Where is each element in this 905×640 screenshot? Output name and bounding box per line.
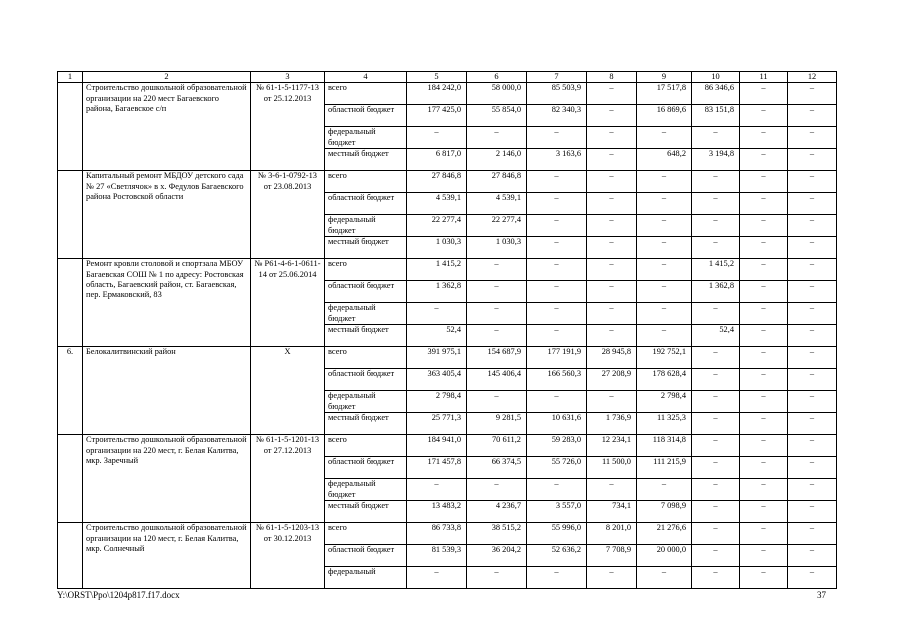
- value-cell: 21 276,6: [637, 523, 692, 545]
- value-cell: 22 277,4: [467, 215, 527, 237]
- value-cell: –: [740, 479, 788, 501]
- value-cell: –: [637, 193, 692, 215]
- value-cell: –: [692, 127, 740, 149]
- value-cell: 3 163,6: [527, 149, 587, 171]
- value-cell: –: [692, 303, 740, 325]
- value-cell: 66 374,5: [467, 457, 527, 479]
- value-cell: –: [527, 303, 587, 325]
- value-cell: –: [740, 281, 788, 303]
- value-cell: 171 457,8: [407, 457, 467, 479]
- value-cell: –: [467, 391, 527, 413]
- table-row: [58, 347, 837, 369]
- value-cell: –: [692, 391, 740, 413]
- document-number: № Р61-4-6-1-0611-14 от 25.06.2014: [251, 259, 325, 347]
- column-number-11: 11: [740, 72, 788, 83]
- value-cell: 648,2: [637, 149, 692, 171]
- value-cell: 177 425,0: [407, 105, 467, 127]
- value-cell: 52 636,2: [527, 545, 587, 567]
- value-cell: –: [692, 193, 740, 215]
- value-cell: –: [788, 369, 837, 391]
- value-cell: 82 340,3: [527, 105, 587, 127]
- document-number: № 61-1-5-1203-13 от 30.12.2013: [251, 523, 325, 589]
- value-cell: 734,1: [587, 501, 637, 523]
- value-cell: –: [740, 325, 788, 347]
- value-cell: –: [587, 391, 637, 413]
- table-row: [58, 523, 837, 545]
- value-cell: –: [587, 567, 637, 589]
- value-cell: –: [407, 479, 467, 501]
- object-name: Строительство дошкольной образовательной организации на 220 мест, г. Белая Калитва, мкр. Заречный: [83, 435, 251, 523]
- value-cell: –: [740, 347, 788, 369]
- value-cell: 27 846,8: [407, 171, 467, 193]
- value-cell: 7 098,9: [637, 501, 692, 523]
- value-cell: 11 325,3: [637, 413, 692, 435]
- funding-source: областной бюджет: [325, 457, 407, 479]
- column-number-7: 7: [527, 72, 587, 83]
- value-cell: –: [740, 567, 788, 589]
- value-cell: –: [740, 369, 788, 391]
- item-number: [58, 435, 83, 523]
- value-cell: –: [587, 127, 637, 149]
- value-cell: –: [587, 303, 637, 325]
- funding-source: областной бюджет: [325, 281, 407, 303]
- value-cell: 184 941,0: [407, 435, 467, 457]
- funding-source: всего: [325, 83, 407, 105]
- value-cell: –: [788, 545, 837, 567]
- column-number-6: 6: [467, 72, 527, 83]
- value-cell: –: [527, 479, 587, 501]
- funding-source: местный бюджет: [325, 501, 407, 523]
- value-cell: –: [467, 259, 527, 281]
- footer-file-path: Y:\ORST\Ppo\1204p817.f17.docx: [57, 590, 180, 600]
- value-cell: –: [692, 435, 740, 457]
- value-cell: –: [692, 347, 740, 369]
- budget-table: [57, 71, 837, 589]
- column-number-2: 2: [83, 72, 251, 83]
- value-cell: –: [692, 501, 740, 523]
- funding-source: всего: [325, 435, 407, 457]
- value-cell: –: [527, 127, 587, 149]
- column-number-5: 5: [407, 72, 467, 83]
- value-cell: 111 215,9: [637, 457, 692, 479]
- value-cell: –: [527, 237, 587, 259]
- value-cell: –: [740, 127, 788, 149]
- funding-source: всего: [325, 171, 407, 193]
- value-cell: –: [740, 501, 788, 523]
- value-cell: 28 945,8: [587, 347, 637, 369]
- funding-source: местный бюджет: [325, 325, 407, 347]
- value-cell: –: [637, 237, 692, 259]
- table-row: [58, 259, 837, 281]
- value-cell: 2 146,0: [467, 149, 527, 171]
- value-cell: –: [692, 237, 740, 259]
- value-cell: 13 483,2: [407, 501, 467, 523]
- value-cell: 1 030,3: [407, 237, 467, 259]
- value-cell: –: [740, 149, 788, 171]
- column-number-10: 10: [692, 72, 740, 83]
- value-cell: –: [740, 391, 788, 413]
- document-number: № 3-6-1-0792-13 от 23.08.2013: [251, 171, 325, 259]
- value-cell: 52,4: [692, 325, 740, 347]
- funding-source: федеральный бюджет: [325, 391, 407, 413]
- value-cell: –: [527, 215, 587, 237]
- funding-source: всего: [325, 523, 407, 545]
- value-cell: 1 415,2: [407, 259, 467, 281]
- value-cell: 12 234,1: [587, 435, 637, 457]
- funding-source: федеральный бюджет: [325, 303, 407, 325]
- value-cell: –: [527, 171, 587, 193]
- value-cell: 55 854,0: [467, 105, 527, 127]
- value-cell: –: [788, 457, 837, 479]
- value-cell: –: [740, 215, 788, 237]
- value-cell: –: [692, 171, 740, 193]
- funding-source: местный бюджет: [325, 237, 407, 259]
- value-cell: –: [407, 303, 467, 325]
- value-cell: –: [788, 479, 837, 501]
- value-cell: 4 236,7: [467, 501, 527, 523]
- value-cell: 4 539,1: [407, 193, 467, 215]
- funding-source: федеральный бюджет: [325, 127, 407, 149]
- value-cell: 2 798,4: [407, 391, 467, 413]
- value-cell: 59 283,0: [527, 435, 587, 457]
- value-cell: –: [692, 545, 740, 567]
- value-cell: 55 996,0: [527, 523, 587, 545]
- value-cell: –: [587, 215, 637, 237]
- value-cell: 184 242,0: [407, 83, 467, 105]
- item-number: [58, 523, 83, 589]
- value-cell: –: [407, 567, 467, 589]
- value-cell: 192 752,1: [637, 347, 692, 369]
- object-name: Строительство дошкольной образовательной организации на 120 мест, г. Белая Калитва, мкр. Солнечный: [83, 523, 251, 589]
- value-cell: 154 687,9: [467, 347, 527, 369]
- funding-source: всего: [325, 259, 407, 281]
- footer-page-number: 37: [817, 590, 826, 600]
- value-cell: –: [692, 215, 740, 237]
- value-cell: –: [637, 127, 692, 149]
- value-cell: –: [692, 413, 740, 435]
- item-number: [58, 171, 83, 259]
- value-cell: –: [788, 281, 837, 303]
- value-cell: 86 346,6: [692, 83, 740, 105]
- value-cell: –: [637, 281, 692, 303]
- value-cell: –: [788, 413, 837, 435]
- funding-source: федеральный бюджет: [325, 215, 407, 237]
- value-cell: 16 869,6: [637, 105, 692, 127]
- value-cell: –: [740, 105, 788, 127]
- value-cell: –: [788, 237, 837, 259]
- value-cell: –: [587, 149, 637, 171]
- value-cell: 363 405,4: [407, 369, 467, 391]
- column-number-3: 3: [251, 72, 325, 83]
- value-cell: 55 726,0: [527, 457, 587, 479]
- value-cell: –: [788, 83, 837, 105]
- value-cell: –: [740, 303, 788, 325]
- value-cell: –: [740, 545, 788, 567]
- value-cell: 1 030,3: [467, 237, 527, 259]
- value-cell: –: [788, 391, 837, 413]
- value-cell: 11 500,0: [587, 457, 637, 479]
- value-cell: 36 204,2: [467, 545, 527, 567]
- value-cell: –: [637, 259, 692, 281]
- value-cell: –: [788, 259, 837, 281]
- value-cell: 10 631,6: [527, 413, 587, 435]
- value-cell: –: [407, 127, 467, 149]
- value-cell: –: [692, 479, 740, 501]
- value-cell: –: [692, 369, 740, 391]
- value-cell: 52,4: [407, 325, 467, 347]
- value-cell: –: [587, 281, 637, 303]
- object-name: Белокалитвинский район: [83, 347, 251, 435]
- value-cell: 3 557,0: [527, 501, 587, 523]
- value-cell: –: [692, 523, 740, 545]
- value-cell: 3 194,8: [692, 149, 740, 171]
- value-cell: 6 817,0: [407, 149, 467, 171]
- value-cell: 1 362,8: [692, 281, 740, 303]
- value-cell: –: [637, 567, 692, 589]
- value-cell: –: [788, 127, 837, 149]
- value-cell: –: [587, 171, 637, 193]
- funding-source: федеральный бюджет: [325, 479, 407, 501]
- value-cell: 1 736,9: [587, 413, 637, 435]
- value-cell: –: [637, 215, 692, 237]
- value-cell: –: [467, 281, 527, 303]
- value-cell: –: [467, 303, 527, 325]
- table-row: [58, 435, 837, 457]
- value-cell: 8 201,0: [587, 523, 637, 545]
- column-number-1: 1: [58, 72, 83, 83]
- funding-source: областной бюджет: [325, 193, 407, 215]
- value-cell: –: [587, 325, 637, 347]
- funding-source: местный бюджет: [325, 413, 407, 435]
- value-cell: –: [788, 567, 837, 589]
- value-cell: 166 560,3: [527, 369, 587, 391]
- value-cell: –: [467, 567, 527, 589]
- value-cell: –: [527, 391, 587, 413]
- funding-source: федеральный: [325, 567, 407, 589]
- value-cell: –: [740, 523, 788, 545]
- object-name: Строительство дошкольной образовательной организации на 220 мест Багаевского района, Багаевское с/п: [83, 83, 251, 171]
- value-cell: 7 708,9: [587, 545, 637, 567]
- value-cell: –: [740, 171, 788, 193]
- value-cell: –: [788, 105, 837, 127]
- value-cell: 22 277,4: [407, 215, 467, 237]
- value-cell: –: [788, 171, 837, 193]
- value-cell: –: [587, 83, 637, 105]
- item-number: [58, 83, 83, 171]
- document-number: № 61-1-5-1201-13 от 27.12.2013: [251, 435, 325, 523]
- value-cell: –: [788, 501, 837, 523]
- value-cell: –: [467, 325, 527, 347]
- value-cell: 2 798,4: [637, 391, 692, 413]
- document-number: Х: [251, 347, 325, 435]
- value-cell: –: [788, 303, 837, 325]
- value-cell: 83 151,8: [692, 105, 740, 127]
- object-name: Капитальный ремонт МБДОУ детского сада № 27 «Светлячок» в х. Федулов Багаевского района Ростовской области: [83, 171, 251, 259]
- value-cell: –: [788, 215, 837, 237]
- value-cell: 70 611,2: [467, 435, 527, 457]
- object-name: Ремонт кровли столовой и спортзала МБОУ Багаевская СОШ № 1 по адресу: Ростовская область, Багаевский район, ст. Багаевская, пер. Ермаковский, 83: [83, 259, 251, 347]
- value-cell: 9 281,5: [467, 413, 527, 435]
- value-cell: 391 975,1: [407, 347, 467, 369]
- table-row: [58, 83, 837, 105]
- value-cell: –: [788, 149, 837, 171]
- value-cell: 4 539,1: [467, 193, 527, 215]
- document-number: № 61-1-5-1177-13 от 25.12.2013: [251, 83, 325, 171]
- value-cell: –: [692, 567, 740, 589]
- value-cell: –: [788, 347, 837, 369]
- value-cell: –: [788, 325, 837, 347]
- value-cell: –: [637, 303, 692, 325]
- value-cell: 145 406,4: [467, 369, 527, 391]
- value-cell: –: [740, 193, 788, 215]
- value-cell: 58 000,0: [467, 83, 527, 105]
- value-cell: –: [692, 457, 740, 479]
- value-cell: –: [587, 479, 637, 501]
- column-number-12: 12: [788, 72, 837, 83]
- table-row: [58, 171, 837, 193]
- value-cell: –: [587, 259, 637, 281]
- value-cell: 1 415,2: [692, 259, 740, 281]
- value-cell: –: [788, 193, 837, 215]
- value-cell: 27 208,9: [587, 369, 637, 391]
- value-cell: 177 191,9: [527, 347, 587, 369]
- value-cell: 81 539,3: [407, 545, 467, 567]
- value-cell: –: [788, 523, 837, 545]
- value-cell: –: [527, 259, 587, 281]
- value-cell: –: [740, 435, 788, 457]
- value-cell: 86 733,8: [407, 523, 467, 545]
- value-cell: 20 000,0: [637, 545, 692, 567]
- value-cell: –: [527, 281, 587, 303]
- value-cell: –: [740, 83, 788, 105]
- column-number-4: 4: [325, 72, 407, 83]
- funding-source: областной бюджет: [325, 105, 407, 127]
- item-number: [58, 259, 83, 347]
- value-cell: –: [527, 325, 587, 347]
- column-number-8: 8: [587, 72, 637, 83]
- value-cell: –: [467, 479, 527, 501]
- funding-source: областной бюджет: [325, 545, 407, 567]
- value-cell: –: [740, 237, 788, 259]
- value-cell: 27 846,8: [467, 171, 527, 193]
- value-cell: –: [637, 325, 692, 347]
- value-cell: –: [587, 237, 637, 259]
- value-cell: –: [740, 259, 788, 281]
- value-cell: –: [467, 127, 527, 149]
- value-cell: 17 517,8: [637, 83, 692, 105]
- value-cell: 1 362,8: [407, 281, 467, 303]
- funding-source: областной бюджет: [325, 369, 407, 391]
- item-number: 6.: [58, 347, 83, 435]
- funding-source: местный бюджет: [325, 149, 407, 171]
- value-cell: 118 314,8: [637, 435, 692, 457]
- value-cell: –: [740, 413, 788, 435]
- value-cell: –: [637, 479, 692, 501]
- header-row: [58, 72, 837, 83]
- value-cell: 85 503,9: [527, 83, 587, 105]
- value-cell: –: [740, 457, 788, 479]
- value-cell: –: [587, 193, 637, 215]
- value-cell: 25 771,3: [407, 413, 467, 435]
- value-cell: 178 628,4: [637, 369, 692, 391]
- value-cell: 38 515,2: [467, 523, 527, 545]
- value-cell: –: [637, 171, 692, 193]
- value-cell: –: [587, 105, 637, 127]
- value-cell: –: [527, 193, 587, 215]
- value-cell: –: [527, 567, 587, 589]
- funding-source: всего: [325, 347, 407, 369]
- value-cell: –: [788, 435, 837, 457]
- column-number-9: 9: [637, 72, 692, 83]
